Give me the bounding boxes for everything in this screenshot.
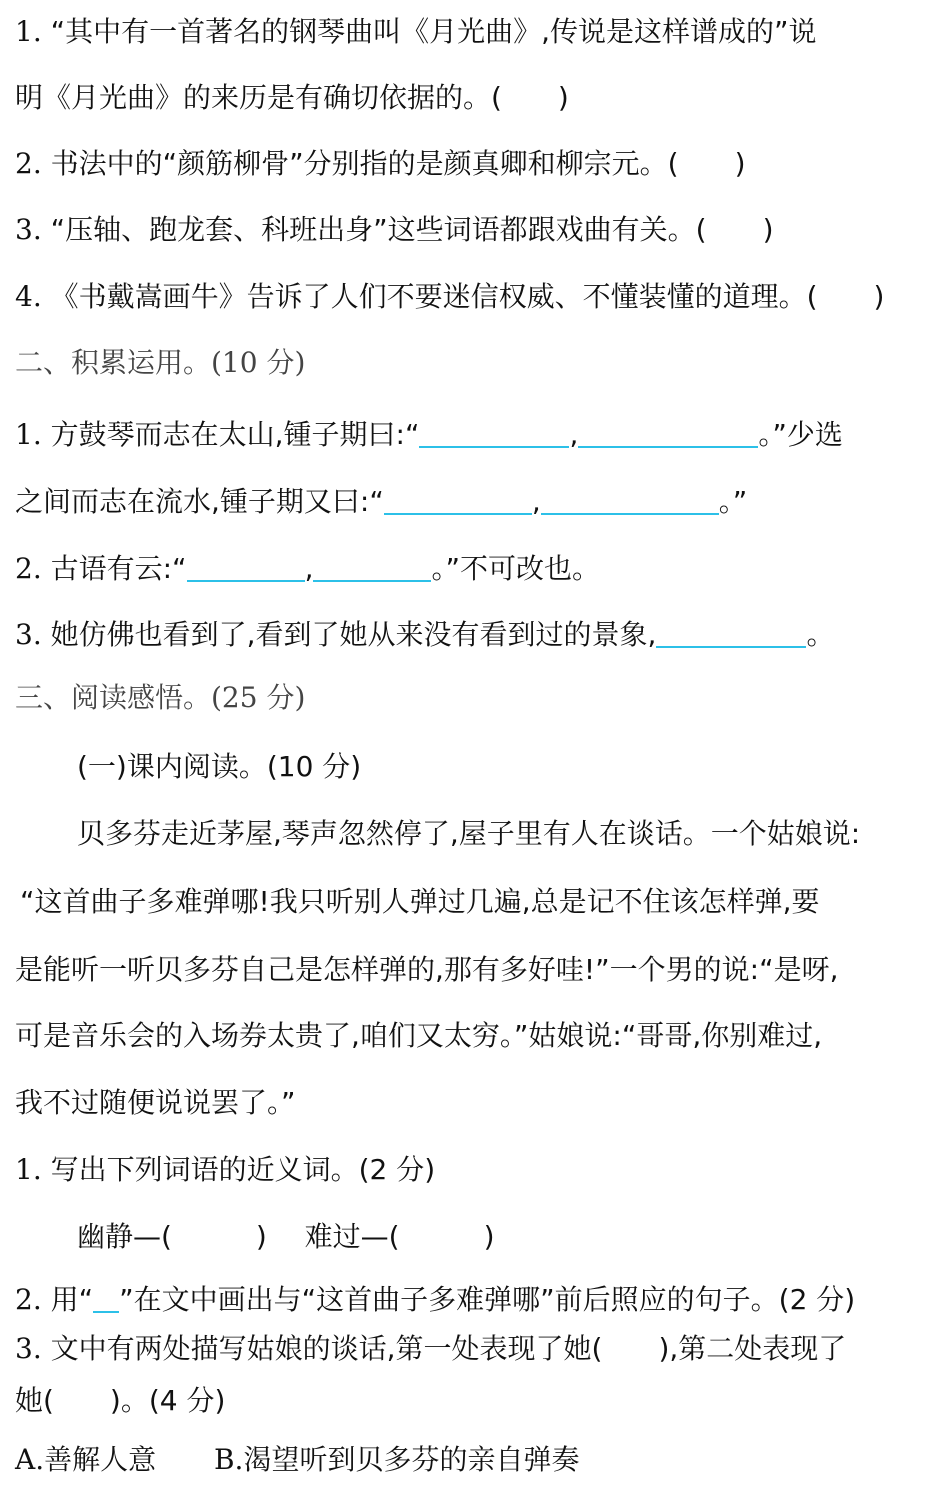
passage-line-2: “这首曲子多难弹哪!我只听别人弹过几遍,总是记不住该怎样弹,要 bbox=[20, 885, 820, 918]
fill-blank-4[interactable] bbox=[541, 483, 719, 515]
fill-blank-2[interactable] bbox=[578, 416, 758, 448]
q4-line: 4. 《书戴嵩画牛》告诉了人们不要迷信权威、不懂装懂的道理。( ) bbox=[15, 280, 885, 313]
passage-line-1: 贝多芬走近茅屋,琴声忽然停了,屋子里有人在谈话。一个姑娘说: bbox=[77, 817, 861, 850]
q1-line1: 1. “其中有一首著名的钢琴曲叫《月光曲》,传说是这样谱成的”说 bbox=[15, 15, 817, 48]
fill-blank-7[interactable] bbox=[656, 616, 806, 648]
p3-q1-line: 1. 写出下列词语的近义词。(2 分) bbox=[15, 1153, 436, 1186]
q3-line: 3. “压轴、跑龙套、科班出身”这些词语都跟戏曲有关。( ) bbox=[15, 213, 774, 246]
fill-blank-3[interactable] bbox=[384, 483, 532, 515]
option-a[interactable]: A.善解人意 bbox=[15, 1443, 157, 1476]
underline-sample bbox=[93, 1281, 119, 1313]
passage-line-4: 可是音乐会的入场券太贵了,咱们又太穷。”姑娘说:“哥哥,你别难过, bbox=[15, 1019, 823, 1052]
p2-q1-line2: 之间而志在流水,锺子期又曰:“ , 。” bbox=[15, 485, 748, 518]
synonym-item-2[interactable]: 难过—( ) bbox=[304, 1220, 495, 1253]
p3-q3-line1: 3. 文中有两处描写姑娘的谈话,第一处表现了她( ),第二处表现了 bbox=[15, 1332, 847, 1365]
passage-line-3: 是能听一听贝多芬自己是怎样弹的,那有多好哇!”一个男的说:“是呀, bbox=[15, 953, 839, 986]
synonym-item-1[interactable]: 幽静—( ) bbox=[77, 1220, 267, 1253]
section-2-heading: 二、积累运用。(10 分) bbox=[15, 346, 306, 379]
subsection-heading: (一)课内阅读。(10 分) bbox=[77, 750, 362, 783]
p3-q2-line: 2. 用“ ”在文中画出与“这首曲子多难弹哪”前后照应的句子。(2 分) bbox=[15, 1283, 856, 1316]
passage-line-5: 我不过随便说说罢了。” bbox=[15, 1086, 296, 1119]
fill-blank-5[interactable] bbox=[187, 550, 305, 582]
synonym-row bbox=[77, 1217, 495, 1257]
option-b[interactable]: B.渴望听到贝多芬的亲自弹奏 bbox=[213, 1443, 580, 1476]
p3-q3-line2: 她( )。(4 分) bbox=[15, 1384, 226, 1417]
options-row bbox=[15, 1440, 579, 1480]
fill-blank-1[interactable] bbox=[419, 416, 569, 448]
fill-blank-6[interactable] bbox=[313, 550, 431, 582]
p2-q2-line: 2. 古语有云:“ , 。”不可改也。 bbox=[15, 552, 600, 585]
p2-q3-line: 3. 她仿佛也看到了,看到了她从来没有看到过的景象, 。 bbox=[15, 618, 835, 651]
p2-q1-line1: 1. 方鼓琴而志在太山,锺子期曰:“ , 。”少选 bbox=[15, 418, 843, 451]
q1-line2: 明《月光曲》的来历是有确切依据的。( ) bbox=[15, 81, 569, 114]
q2-line: 2. 书法中的“颜筋柳骨”分别指的是颜真卿和柳宗元。( ) bbox=[15, 147, 746, 180]
section-3-heading: 三、阅读感悟。(25 分) bbox=[15, 681, 306, 714]
